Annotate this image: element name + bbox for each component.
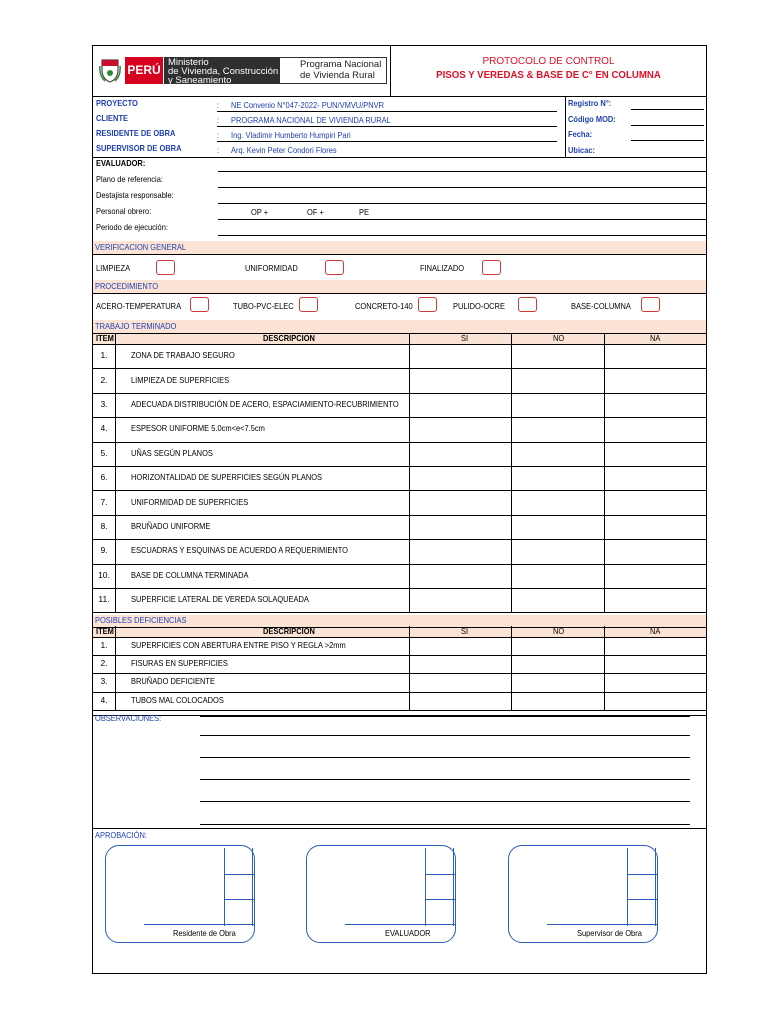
ministry-line: Ministerio	[168, 57, 209, 68]
evaluator-section	[93, 157, 706, 239]
peru-logo: PERÚ	[125, 57, 163, 84]
cell-si[interactable]	[409, 344, 511, 368]
row-number: 1.	[100, 350, 108, 361]
field-plano: Plano de referencia:	[96, 174, 163, 184]
cell-na[interactable]	[604, 588, 706, 612]
cell-na[interactable]	[604, 344, 706, 368]
title-line2: PISOS Y VEREDAS & BASE DE C° EN COLUMNA	[436, 69, 661, 81]
procedure-title: PROCEDIMIENTO	[95, 281, 159, 291]
procedure-band	[93, 280, 706, 293]
finished-col-item: ITEM	[96, 333, 114, 343]
cell-na[interactable]	[604, 637, 706, 655]
cell-no[interactable]	[511, 539, 604, 563]
cell-si[interactable]	[409, 490, 511, 514]
proc-acero-check[interactable]	[190, 297, 209, 312]
value-cliente: PROGRAMA NACIONAL DE VIVIENDA RURAL	[231, 115, 391, 125]
table-row	[93, 588, 706, 612]
table-row	[93, 417, 706, 441]
cell-no[interactable]	[511, 442, 604, 466]
cell-na[interactable]	[604, 442, 706, 466]
cell-no[interactable]	[511, 417, 604, 441]
worker-op: OP +	[251, 207, 269, 217]
label-ubicac: Ubicac:	[568, 145, 596, 155]
row-number: 1.	[100, 640, 108, 651]
row-number: 3.	[100, 398, 108, 409]
table-row	[93, 442, 706, 466]
cell-no[interactable]	[511, 692, 604, 710]
cell-no[interactable]	[511, 490, 604, 514]
proc-pulido-check[interactable]	[518, 297, 537, 312]
check-limpieza[interactable]	[156, 260, 175, 275]
row-description: ESPESOR UNIFORME 5.0cm<e<7.5cm	[131, 423, 265, 434]
cell-na[interactable]	[604, 539, 706, 563]
proc-concreto-check[interactable]	[418, 297, 437, 312]
table-row	[93, 466, 706, 490]
finished-band	[93, 320, 706, 333]
cell-si[interactable]	[409, 442, 511, 466]
program-line: de Vivienda Rural	[300, 70, 375, 81]
row-description: UNIFORMIDAD DE SUPERFICIES	[131, 496, 249, 507]
row-description: LIMPIEZA DE SUPERFICIES	[131, 374, 230, 385]
table-row	[93, 368, 706, 392]
row-number: 6.	[100, 472, 108, 483]
table-row	[93, 344, 706, 368]
ministry-line: de Vivienda, Construcción	[168, 66, 279, 77]
row-number: 4.	[100, 423, 108, 434]
cell-no[interactable]	[511, 393, 604, 417]
cell-no[interactable]	[511, 655, 604, 673]
signature-box-evaluador[interactable]	[306, 845, 456, 943]
signer-supervisor: Supervisor de Obra	[577, 928, 642, 938]
row-number: 2.	[100, 658, 108, 669]
cell-no[interactable]	[511, 637, 604, 655]
value-supervisor: Arq. Kevin Peter Condori Flores	[231, 145, 337, 155]
table-row	[93, 539, 706, 563]
row-description: TUBOS MAL COLOCADOS	[131, 694, 224, 705]
proc-acero-label: ACERO-TEMPERATURA	[96, 301, 182, 311]
label-supervisor: SUPERVISOR DE OBRA	[96, 143, 182, 153]
project-info: PROYECTO CLIENTE RESIDENTE DE OBRA SUPERVISOR DE OBRA : : : : NE Convenio N°047-2022- PUN/VMVU/PNVR PROGRAMA NACIONAL DE VIVIENDA RURAL Ing. Vladimir Humberto Humpiri Pari Arq. Kevin Peter Condori Flores Registro N°: Código MOD: Fecha: Ubicac:	[93, 96, 706, 158]
cell-no[interactable]	[511, 466, 604, 490]
signer-evaluador: EVALUADOR	[385, 928, 431, 938]
cell-si[interactable]	[409, 417, 511, 441]
table-row	[93, 637, 706, 655]
cell-na[interactable]	[604, 417, 706, 441]
cell-na[interactable]	[604, 564, 706, 588]
row-description: BASE DE COLUMNA TERMINADA	[131, 569, 249, 580]
label-proyecto: PROYECTO	[96, 98, 138, 108]
label-cliente: CLIENTE	[96, 113, 129, 123]
cell-si[interactable]	[409, 673, 511, 691]
proc-pulido-label: PULIDO-OCRE	[453, 301, 505, 311]
worker-of: OF +	[307, 207, 324, 217]
cell-no[interactable]	[511, 344, 604, 368]
row-description: UÑAS SEGÚN PLANOS	[131, 447, 213, 458]
cell-no[interactable]	[511, 564, 604, 588]
cell-na[interactable]	[604, 393, 706, 417]
approval-title: APROBACIÓN:	[95, 830, 147, 840]
table-row	[93, 564, 706, 588]
row-description: SUPERFICIE LATERAL DE VEREDA SOLAQUEADA	[131, 594, 309, 605]
cell-si[interactable]	[409, 655, 511, 673]
check-uniformidad[interactable]	[325, 260, 344, 275]
proc-tubo-label: TUBO-PVC-ELEC	[233, 301, 294, 311]
cell-no[interactable]	[511, 515, 604, 539]
proc-base-label: BASE-COLUMNA	[571, 301, 631, 311]
cell-si[interactable]	[409, 466, 511, 490]
row-number: 11.	[98, 594, 110, 605]
cell-no[interactable]	[511, 673, 604, 691]
cell-si[interactable]	[409, 692, 511, 710]
deficiencies-title: POSIBLES DEFICIENCIAS	[95, 615, 187, 625]
row-number: 2.	[100, 374, 108, 385]
table-row	[93, 490, 706, 514]
cell-na[interactable]	[604, 515, 706, 539]
table-row	[93, 655, 706, 673]
def-col-si: SI	[461, 626, 469, 636]
row-description: ADECUADA DISTRIBUCIÓN DE ACERO, ESPACIAMIENTO-RECUBRIMIENTO	[131, 398, 399, 409]
row-number: 10.	[98, 569, 110, 580]
def-col-desc: DESCRIPCION	[263, 626, 315, 636]
cell-si[interactable]	[409, 515, 511, 539]
observations-title: OBSERVACIONES:	[95, 713, 162, 723]
table-row	[93, 673, 706, 691]
proc-base-check[interactable]	[641, 297, 660, 312]
finished-header-band	[93, 334, 706, 344]
cell-na[interactable]	[604, 490, 706, 514]
field-periodo: Periodo de ejecución:	[96, 222, 168, 232]
cell-si[interactable]	[409, 368, 511, 392]
row-description: ZONA DE TRABAJO SEGURO	[131, 350, 235, 361]
cell-si[interactable]	[409, 637, 511, 655]
row-number: 5.	[100, 447, 108, 458]
check-finalizado[interactable]	[482, 260, 501, 275]
row-number: 9.	[100, 545, 108, 556]
row-description: SUPERFICIES CON ABERTURA ENTRE PISO Y REGLA >2mm	[131, 640, 346, 651]
cell-na[interactable]	[604, 466, 706, 490]
value-residente: Ing. Vladimir Humberto Humpiri Pari	[231, 130, 351, 140]
worker-pe: PE	[359, 207, 369, 217]
protocol-form	[92, 45, 707, 974]
label-fecha: Fecha:	[568, 129, 593, 139]
title-line1: PROTOCOLO DE CONTROL	[482, 56, 615, 67]
proc-concreto-label: CONCRETO-140	[355, 301, 413, 311]
header	[93, 46, 706, 96]
value-proyecto: NE Convenio N°047-2022- PUN/VMVU/PNVR	[231, 100, 385, 110]
label-residente: RESIDENTE DE OBRA	[96, 128, 176, 138]
row-description: HORIZONTALIDAD DE SUPERFICIES SEGÚN PLANOS	[131, 472, 323, 483]
evaluator-title: EVALUADOR:	[96, 158, 146, 168]
def-col-item: ITEM	[96, 626, 114, 636]
program-name	[279, 57, 387, 84]
cell-na[interactable]	[604, 655, 706, 673]
obs-line[interactable]	[200, 757, 690, 758]
label-registro: Registro N°:	[568, 98, 612, 108]
signer-residente: Residente de Obra	[173, 928, 236, 938]
obs-line[interactable]	[200, 716, 690, 717]
obs-line[interactable]	[200, 824, 690, 825]
obs-line[interactable]	[200, 801, 690, 802]
table-row	[93, 393, 706, 417]
label-codigo: Código MOD:	[568, 114, 616, 124]
proc-tubo-check[interactable]	[299, 297, 318, 312]
row-description: ESCUADRAS Y ESQUINAS DE ACUERDO A REQUERIMIENTO	[131, 545, 348, 556]
cell-na[interactable]	[604, 368, 706, 392]
cell-si[interactable]	[409, 539, 511, 563]
row-description: FISURAS EN SUPERFICIES	[131, 658, 228, 669]
row-number: 3.	[100, 676, 108, 687]
row-number: 4.	[100, 694, 108, 705]
peru-shield-icon	[99, 56, 121, 84]
finished-col-na: NA	[650, 333, 661, 343]
check-limpieza-label: LIMPIEZA	[96, 263, 131, 273]
field-personal: Personal obrero:	[96, 206, 152, 216]
table-row	[93, 515, 706, 539]
ministry-line: y Saneamiento	[168, 75, 232, 86]
finished-col-no: NO	[553, 333, 565, 343]
deficiencies-header-band	[93, 628, 706, 637]
cell-si[interactable]	[409, 393, 511, 417]
form-title	[391, 56, 706, 81]
check-uniformidad-label: UNIFORMIDAD	[245, 263, 298, 273]
cell-si[interactable]	[409, 588, 511, 612]
ministry-name	[164, 57, 279, 84]
general-title: VERIFICACION GENERAL	[95, 242, 187, 252]
field-destajista: Destajista responsable:	[96, 190, 174, 200]
cell-no[interactable]	[511, 368, 604, 392]
row-description: BRUÑADO DEFICIENTE	[131, 676, 215, 687]
obs-line[interactable]	[200, 735, 690, 736]
cell-si[interactable]	[409, 564, 511, 588]
finished-col-desc: DESCRIPCION	[263, 333, 315, 343]
cell-na[interactable]	[604, 673, 706, 691]
def-col-no: NO	[553, 626, 565, 636]
obs-line[interactable]	[200, 779, 690, 780]
finished-col-si: SI	[461, 333, 469, 343]
cell-na[interactable]	[604, 692, 706, 710]
row-number: 8.	[100, 520, 108, 531]
cell-no[interactable]	[511, 588, 604, 612]
row-description: BRUÑADO UNIFORME	[131, 520, 211, 531]
table-row	[93, 692, 706, 710]
program-line: Programa Nacional	[300, 59, 382, 70]
def-col-na: NA	[650, 626, 661, 636]
finished-title: TRABAJO TERMINADO	[95, 321, 177, 331]
check-finalizado-label: FINALIZADO	[420, 263, 465, 273]
row-number: 7.	[100, 496, 108, 507]
